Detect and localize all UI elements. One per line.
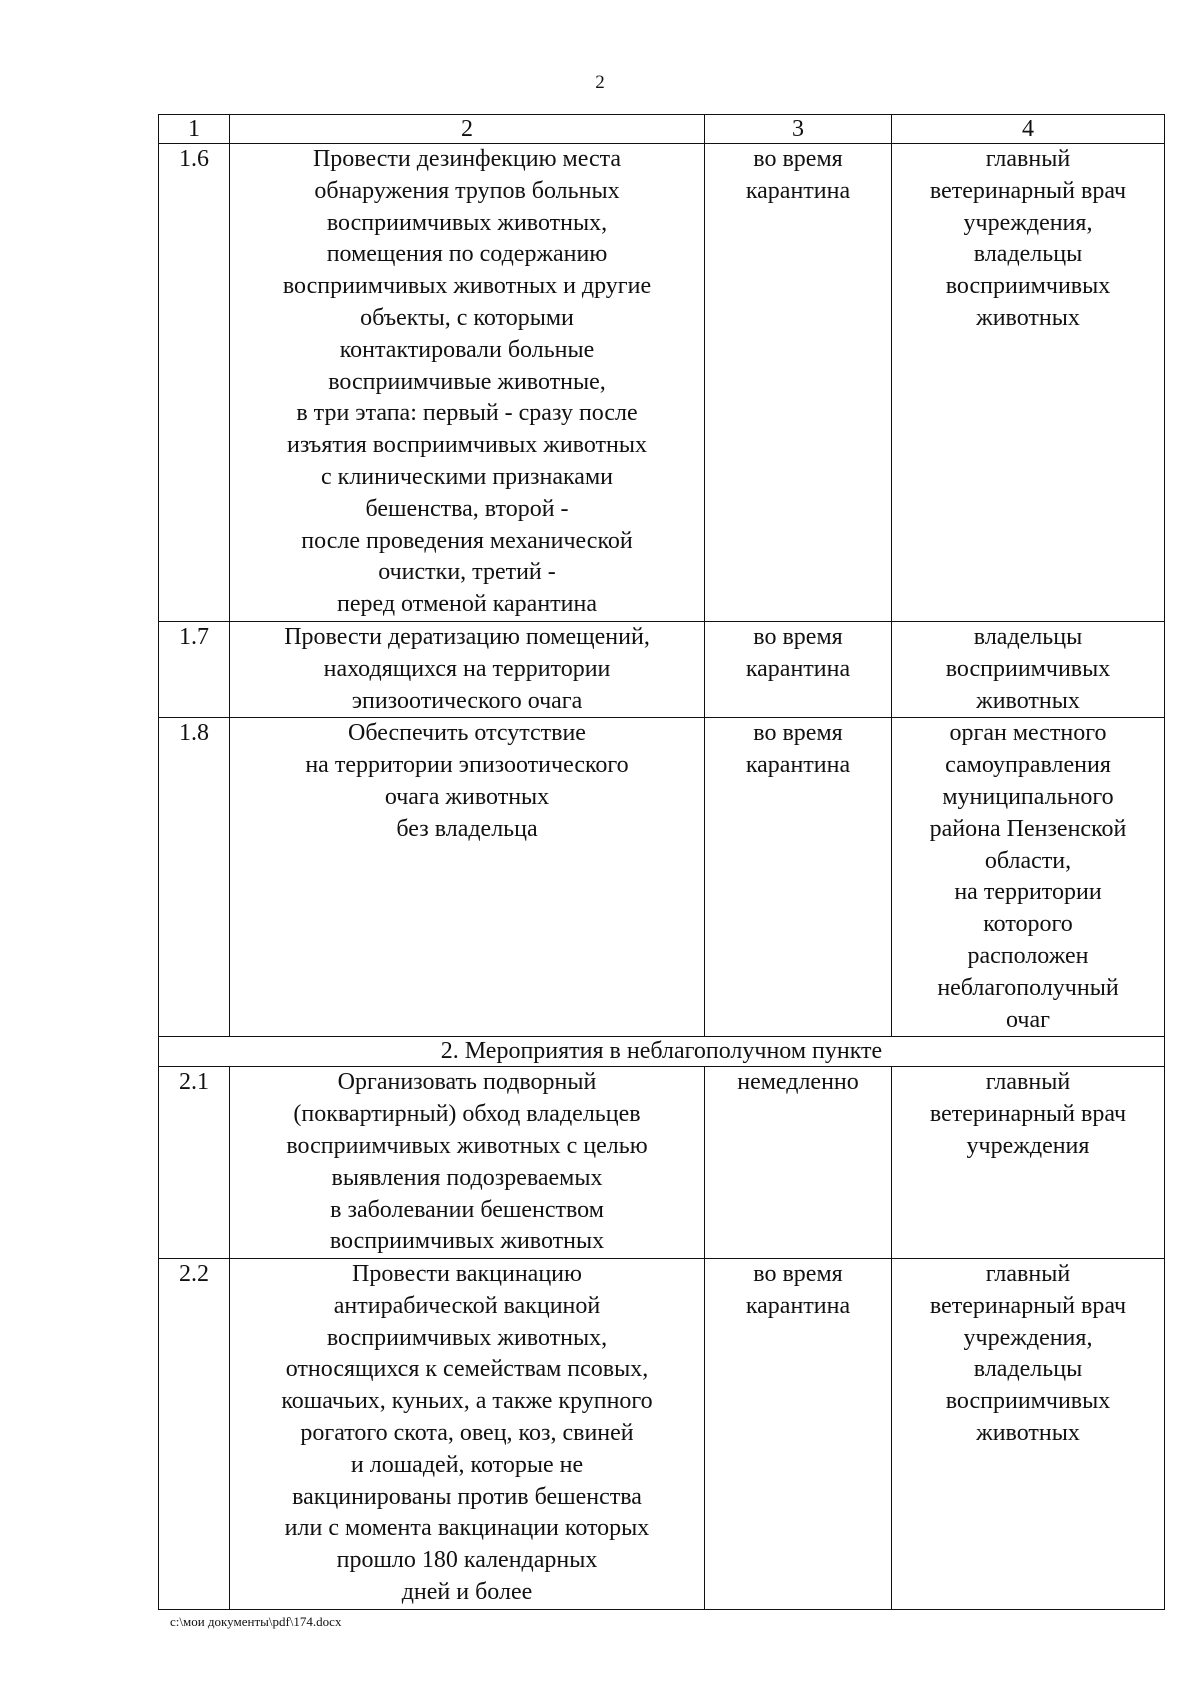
row-term: немедленно xyxy=(705,1067,892,1259)
header-col-4: 4 xyxy=(892,115,1165,144)
footer-file-path: c:\мои документы\pdf\174.docx xyxy=(170,1614,342,1629)
table-row xyxy=(159,621,1165,717)
row-responsible: владельцы восприимчивых животных xyxy=(892,621,1165,717)
row-action: Провести дезинфекцию места обнаружения трупов больных восприимчивых животных, помещения по содержанию восприимчивых животных и другие объекты, с которыми контактировали больные восприимчивые животные, в три этапа: первый - сразу после изъятия восприимчивых животных с клиническими признаками бешенства, второй - после проведения механической очистки, третий - перед отменой карантина xyxy=(230,144,705,622)
row-responsible: главный ветеринарный врач учреждения, владельцы восприимчивых животных xyxy=(892,144,1165,622)
row-responsible: орган местного самоуправления муниципального района Пензенской области, на территории которого расположен неблагополучный очаг xyxy=(892,718,1165,1037)
row-responsible: главный ветеринарный врач учреждения xyxy=(892,1067,1165,1259)
table-row xyxy=(159,1259,1165,1610)
row-term: во время карантина xyxy=(705,621,892,717)
row-number: 2.2 xyxy=(159,1259,230,1610)
row-number: 1.6 xyxy=(159,144,230,622)
header-col-2: 2 xyxy=(230,115,705,144)
row-action: Организовать подворный (поквартирный) обход владельцев восприимчивых животных с целью выявления подозреваемых в заболевании бешенством восприимчивых животных xyxy=(230,1067,705,1259)
table-row xyxy=(159,718,1165,1037)
row-term: во время карантина xyxy=(705,1259,892,1610)
page-number: 2 xyxy=(595,72,605,93)
header-col-1: 1 xyxy=(159,115,230,144)
table-row xyxy=(159,1067,1165,1259)
table-row xyxy=(159,144,1165,622)
row-number: 1.7 xyxy=(159,621,230,717)
row-action: Провести дератизацию помещений, находящихся на территории эпизоотического очага xyxy=(230,621,705,717)
row-responsible: главный ветеринарный врач учреждения, владельцы восприимчивых животных xyxy=(892,1259,1165,1610)
row-number: 1.8 xyxy=(159,718,230,1037)
header-col-3: 3 xyxy=(705,115,892,144)
table-header-row xyxy=(159,115,1165,144)
row-action: Обеспечить отсутствие на территории эпизоотического очага животных без владельца xyxy=(230,718,705,1037)
row-action: Провести вакцинацию антирабической вакциной восприимчивых животных, относящихся к семействам псовых, кошачьих, куньих, а также крупного рогатого скота, овец, коз, свиней и лошадей, которые не вакцинированы против бешенства или с момента вакцинации которых прошло 180 календарных дней и более xyxy=(230,1259,705,1610)
row-term: во время карантина xyxy=(705,144,892,622)
row-term: во время карантина xyxy=(705,718,892,1037)
row-number: 2.1 xyxy=(159,1067,230,1259)
measures-table xyxy=(158,114,1165,1610)
section-title: 2. Мероприятия в неблагополучном пункте xyxy=(159,1037,1165,1067)
section-row xyxy=(159,1037,1165,1067)
